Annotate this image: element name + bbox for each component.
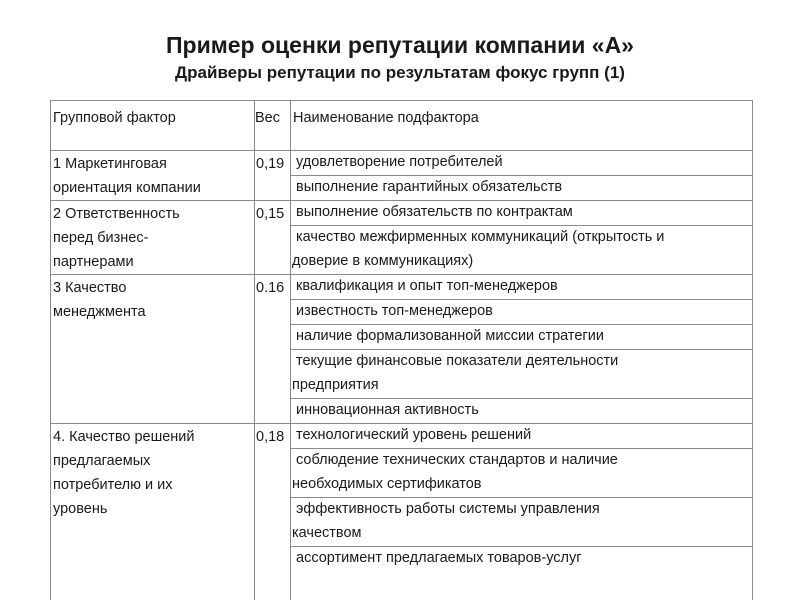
group-factor-text: уровень — [53, 501, 108, 517]
subfactor-column-left-border — [290, 100, 291, 600]
subfactor-text: ассортимент предлагаемых товаров-услуг — [296, 550, 582, 566]
subfactor-text: соблюдение технических стандартов и наличие — [296, 452, 618, 468]
group-factor-text: партнерами — [53, 254, 134, 270]
group-factor-text: перед бизнес- — [53, 230, 149, 246]
subfactor-text: текущие финансовые показатели деятельности — [296, 353, 619, 369]
subfactor-text: известность топ-менеджеров — [296, 303, 493, 319]
group-weight: 0,15 — [256, 206, 285, 222]
table-left-border — [50, 100, 51, 600]
subfactor-text: предприятия — [292, 377, 379, 393]
subfactor-text: необходимых сертификатов — [292, 476, 482, 492]
slide-title: Пример оценки репутации компании «А» — [166, 32, 634, 58]
subfactor-text: наличие формализованной миссии стратегии — [296, 328, 604, 344]
subfactor-text: эффективность работы системы управления — [296, 501, 600, 517]
group-weight: 0,18 — [256, 429, 285, 445]
header-weight: Вес — [255, 110, 280, 126]
group-weight: 0.16 — [256, 280, 285, 296]
group-factor-text: 4. Качество решений — [53, 429, 195, 445]
group-factor-text: 3 Качество — [53, 280, 127, 296]
group-weight: 0,19 — [256, 156, 285, 172]
subfactor-text: качество межфирменных коммуникаций (открытость и — [296, 229, 665, 245]
subfactor-text: доверие в коммуникациях) — [292, 253, 474, 269]
subfactor-text: инновационная активность — [296, 402, 479, 418]
table-right-border — [752, 100, 753, 600]
subfactor-text: удовлетворение потребителей — [296, 154, 503, 170]
slide-subtitle: Драйверы репутации по результатам фокус групп (1) — [175, 63, 625, 82]
subfactor-text: выполнение обязательств по контрактам — [296, 204, 573, 220]
subfactor-text: квалификация и опыт топ-менеджеров — [296, 278, 558, 294]
weight-column-left-border — [254, 100, 255, 600]
table-top-border — [50, 100, 753, 101]
subfactor-text: качеством — [292, 525, 362, 541]
header-subfactor: Наименование подфактора — [293, 110, 479, 126]
group-factor-text: 2 Ответственность — [53, 206, 180, 222]
group-factor-text: менеджмента — [53, 304, 146, 320]
subfactor-text: технологический уровень решений — [296, 427, 532, 443]
group-factor-text: 1 Маркетинговая — [53, 156, 167, 172]
header-factor: Групповой фактор — [53, 110, 176, 126]
subfactor-text: выполнение гарантийных обязательств — [296, 179, 563, 195]
reputation-drivers-table — [50, 100, 753, 600]
group-factor-text: потребителю и их — [53, 477, 173, 493]
group-factor-text: ориентация компании — [53, 180, 201, 196]
group-factor-text: предлагаемых — [53, 453, 151, 469]
